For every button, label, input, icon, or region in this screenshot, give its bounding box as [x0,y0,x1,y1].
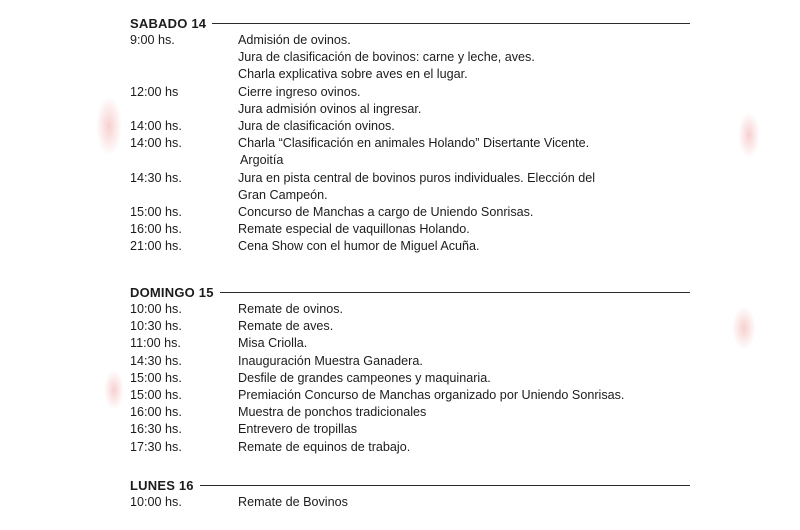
schedule-time: 16:00 hs. [130,222,182,237]
section-domingo [130,283,690,456]
schedule-time: 12:00 hs [130,84,179,99]
schedule-row [130,135,690,152]
schedule-row [130,170,690,187]
schedule-row [130,84,690,101]
schedule-row [130,118,690,135]
schedule-row [130,353,690,370]
section-title: SABADO 14 [130,15,207,31]
schedule-activity: Entrevero de tropillas [238,422,358,437]
section-divider [212,23,690,24]
schedule-time: 14:30 hs. [130,170,182,185]
schedule-row [130,387,690,404]
section-lunes [130,476,690,511]
schedule-time: 14:00 hs. [130,136,182,151]
schedule-time: 11:00 hs. [130,336,181,351]
section-divider [200,485,690,486]
schedule-row [130,204,690,221]
schedule-row [130,335,690,352]
schedule-activity: Premiación Concurso de Manchas organizado por Uniendo Sonrisas. [238,388,625,403]
schedule-activity: Jura en pista central de bovinos puros individuales. Elección del [238,170,596,185]
schedule-activity: Gran Campeón. [238,187,328,202]
schedule-row [130,318,690,335]
schedule-row [130,49,690,66]
schedule-time: 14:30 hs. [130,353,182,368]
schedule-time: 14:00 hs. [130,119,182,134]
schedule-time [130,152,238,169]
schedule-row [130,101,690,118]
schedule-row [130,66,690,83]
schedule-activity: Remate de equinos de trabajo. [238,439,411,454]
schedule-activity: Remate de aves. [238,319,334,334]
ink-smudge [96,96,122,156]
schedule-time [130,66,238,83]
schedule-row [130,370,690,387]
schedule-activity: Misa Criolla. [238,336,308,351]
schedule-activity: Charla “Clasificación en animales Holando” Disertante Vicente. [238,136,590,151]
schedule-time [130,49,238,66]
section-header [130,283,690,301]
schedule-time: 9:00 hs. [130,33,175,47]
schedule-activity: Jura admisión ovinos al ingresar. [238,101,422,116]
schedule-activity: Admisión de ovinos. [238,33,351,47]
section-divider [220,292,690,293]
schedule-time [130,187,238,204]
schedule-time: 16:00 hs. [130,405,182,420]
schedule-activity: Jura de clasificación ovinos. [238,119,395,134]
schedule-row [130,238,690,255]
section-sabado [130,14,690,256]
ink-smudge [738,112,760,158]
schedule-time: 16:30 hs. [130,422,182,437]
schedule-activity: Argoitía [240,153,284,168]
schedule-time: 10:00 hs. [130,495,182,509]
schedule-activity: Cena Show con el humor de Miguel Acuña. [238,239,480,254]
schedule-activity: Remate especial de vaquillonas Holando. [238,222,470,237]
schedule-time: 21:00 hs. [130,239,182,254]
schedule-time: 15:00 hs. [130,388,182,403]
schedule-row [130,301,690,318]
schedule-row [130,404,690,421]
schedule-activity: Cierre ingreso ovinos. [238,84,361,99]
schedule-activity: Remate de Bovinos [238,495,348,509]
schedule-activity: Desfile de grandes campeones y maquinaria. [238,370,491,385]
ink-smudge [732,306,756,350]
schedule-row [130,439,690,456]
section-title: DOMINGO 15 [130,284,214,300]
schedule-row [130,421,690,438]
section-header [130,476,690,494]
schedule-activity: Muestra de ponchos tradicionales [238,405,427,420]
schedule-row [130,187,690,204]
schedule-time: 17:30 hs. [130,439,182,454]
schedule-activity: Jura de clasificación de bovinos: carne y leche, aves. [238,50,535,65]
schedule-time [130,101,238,118]
section-title: LUNES 16 [130,477,194,493]
schedule-activity: Remate de ovinos. [238,302,344,316]
schedule-activity: Inauguración Muestra Ganadera. [238,353,423,368]
schedule-row [130,494,690,511]
schedule-activity: Charla explicativa sobre aves en el lugar. [238,67,468,82]
schedule-activity: Concurso de Manchas a cargo de Uniendo Sonrisas. [238,205,534,220]
schedule-time: 15:00 hs. [130,370,182,385]
section-header [130,14,690,32]
schedule-row [130,32,690,49]
schedule-time: 10:00 hs. [130,302,182,316]
schedule-time: 15:00 hs. [130,205,182,220]
schedule-row [130,221,690,238]
schedule-time: 10:30 hs. [130,319,182,334]
ink-smudge [104,370,124,410]
schedule-row [130,152,690,169]
